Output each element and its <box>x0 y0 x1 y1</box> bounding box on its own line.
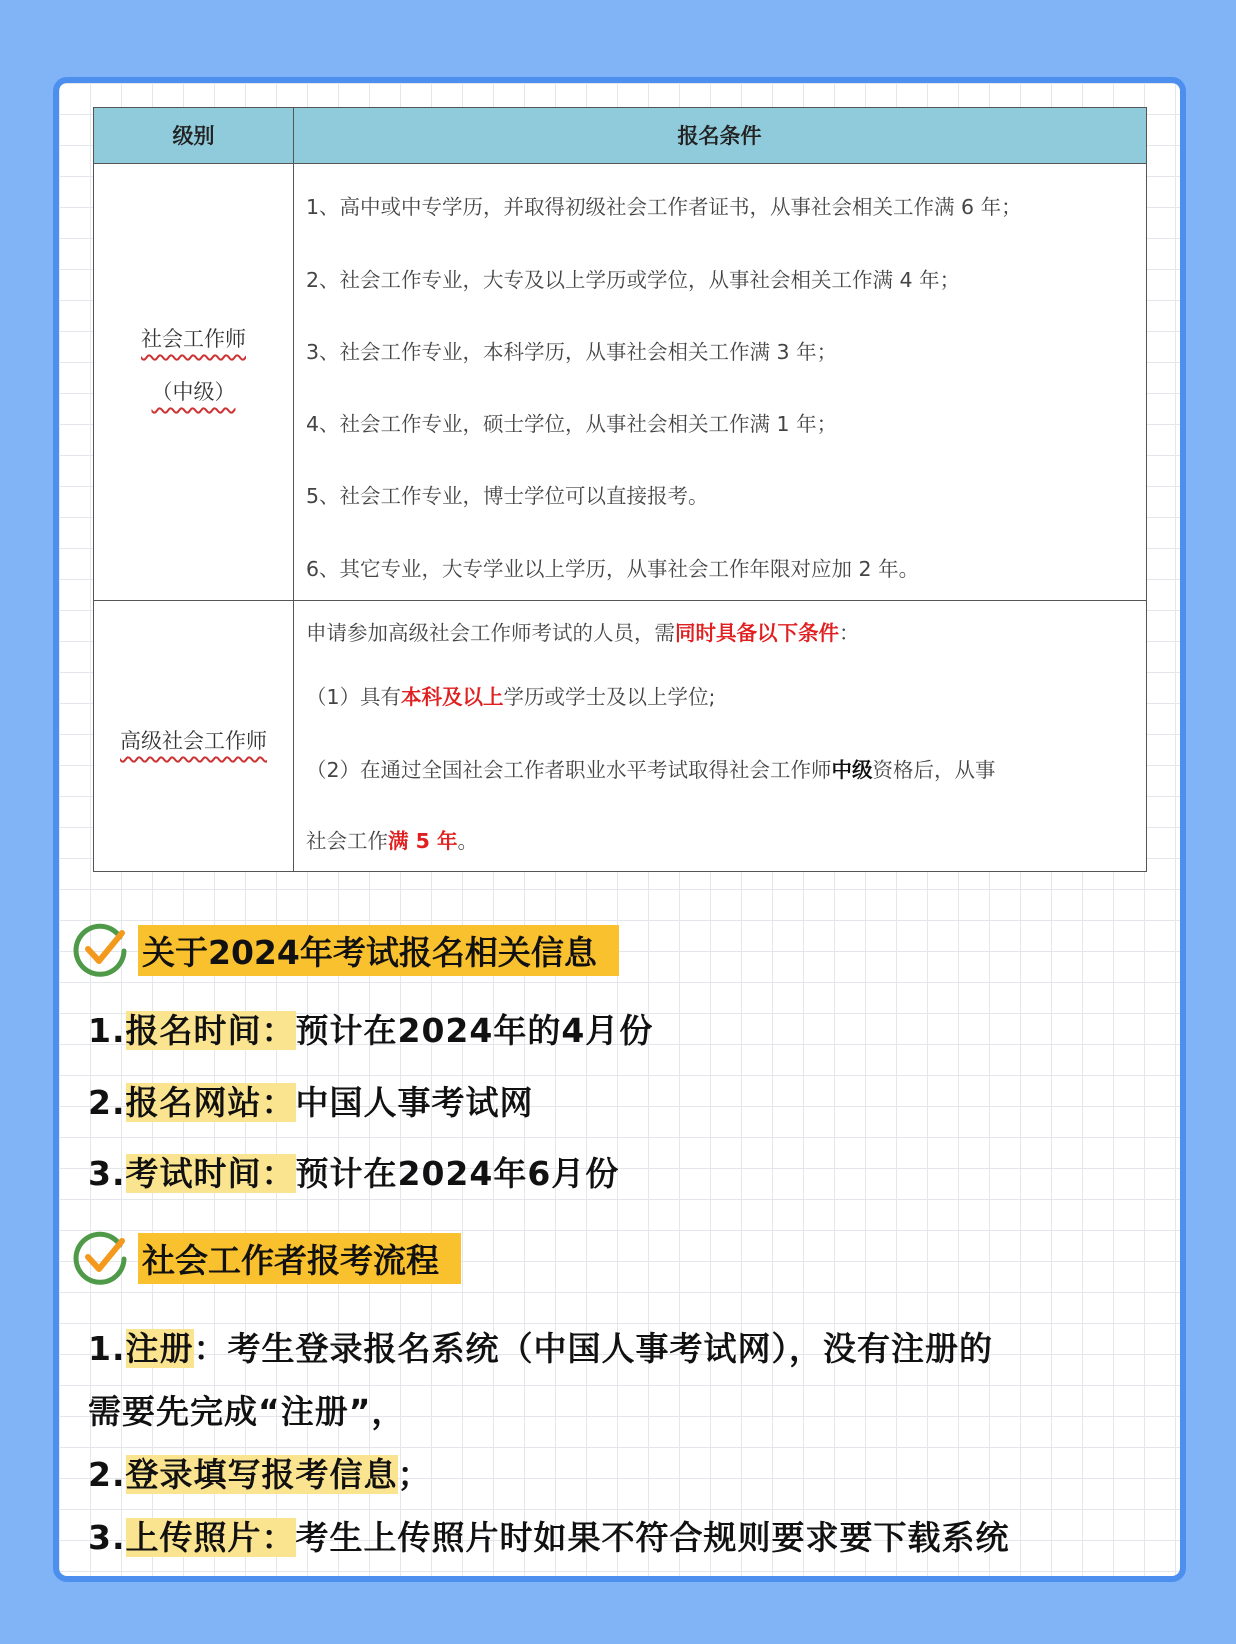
value: 需要先完成“注册”， <box>88 1392 406 1431</box>
row-divider <box>94 600 1146 601</box>
label: 报名时间： <box>125 1011 296 1050</box>
level-intermediate-sub: （中级） <box>151 380 236 404</box>
level-intermediate: 社会工作师 <box>141 327 246 351</box>
section-process-heading <box>72 1230 461 1286</box>
section-exam-info-heading <box>72 922 619 978</box>
text: ： <box>839 621 860 645</box>
column-divider <box>293 108 294 871</box>
text: 社会工作 <box>306 829 388 853</box>
info-item <box>88 1077 534 1124</box>
process-item <box>88 1323 993 1370</box>
label: 注册 <box>125 1329 194 1368</box>
process-item <box>88 1449 432 1496</box>
senior-condition-2-cont <box>306 824 478 854</box>
text: （1）具有 <box>306 685 402 709</box>
value: 考生上传照片时如果不符合规则要求要下载系统 <box>295 1518 1010 1557</box>
info-item <box>88 1148 619 1195</box>
text: 资格后，从事 <box>872 758 996 782</box>
label: 登录填写报考信息 <box>125 1455 398 1494</box>
label: 考试时间： <box>125 1154 296 1193</box>
requirements-table <box>93 107 1147 872</box>
info-item <box>88 1005 653 1052</box>
condition-item: 4、社会工作专业，硕士学位，从事社会相关工作满 1 年； <box>306 412 838 436</box>
condition-item: 3、社会工作专业，本科学历，从事社会相关工作满 3 年； <box>306 340 838 364</box>
check-circle-icon <box>72 1229 130 1287</box>
num: 3. <box>88 1518 126 1557</box>
condition-item: 1、高中或中专学历，并取得初级社会工作者证书，从事社会相关工作满 6 年； <box>306 195 1022 219</box>
section-title: 关于2024年考试报名相关信息 <box>138 925 619 976</box>
num: 3. <box>88 1154 126 1193</box>
process-item <box>88 1386 405 1433</box>
text: （2）在通过全国社会工作者职业水平考试取得社会工作师 <box>306 758 832 782</box>
emphasis: 同时具备以下条件 <box>675 621 839 645</box>
value: 中国人事考试网 <box>295 1083 534 1122</box>
value: ：考生登录报名系统（中国人事考试网），没有注册的 <box>193 1329 993 1368</box>
label: 报名网站： <box>125 1083 296 1122</box>
num: 1. <box>88 1329 126 1368</box>
senior-condition-2 <box>306 753 996 783</box>
num: 1. <box>88 1011 126 1050</box>
value: 预计在2024年的4月份 <box>295 1011 654 1050</box>
condition-item: 6、其它专业，大专学业以上学历，从事社会工作年限对应加 2 年。 <box>306 557 920 581</box>
value: ； <box>397 1455 432 1494</box>
senior-condition-1 <box>306 680 715 710</box>
check-circle-icon <box>72 921 130 979</box>
condition-item: 5、社会工作专业，博士学位可以直接报考。 <box>306 484 709 508</box>
senior-intro <box>306 616 860 646</box>
emphasis: 中级 <box>831 758 873 782</box>
num: 2. <box>88 1455 126 1494</box>
level-senior: 高级社会工作师 <box>120 729 267 753</box>
header-conditions: 报名条件 <box>677 124 762 148</box>
text: 。 <box>457 829 479 853</box>
section-title: 社会工作者报考流程 <box>138 1233 461 1284</box>
header-level: 级别 <box>172 124 215 148</box>
num: 2. <box>88 1083 126 1122</box>
label: 上传照片： <box>125 1518 296 1557</box>
value: 预计在2024年6月份 <box>295 1154 620 1193</box>
condition-item: 2、社会工作专业，大专及以上学历或学位，从事社会相关工作满 4 年； <box>306 268 961 292</box>
text: 学历或学士及以上学位; <box>503 685 716 709</box>
process-item <box>88 1512 1010 1559</box>
emphasis: 本科及以上 <box>401 685 504 709</box>
text: 申请参加高级社会工作师考试的人员，需 <box>306 621 675 645</box>
emphasis: 满 5 年 <box>388 829 458 853</box>
